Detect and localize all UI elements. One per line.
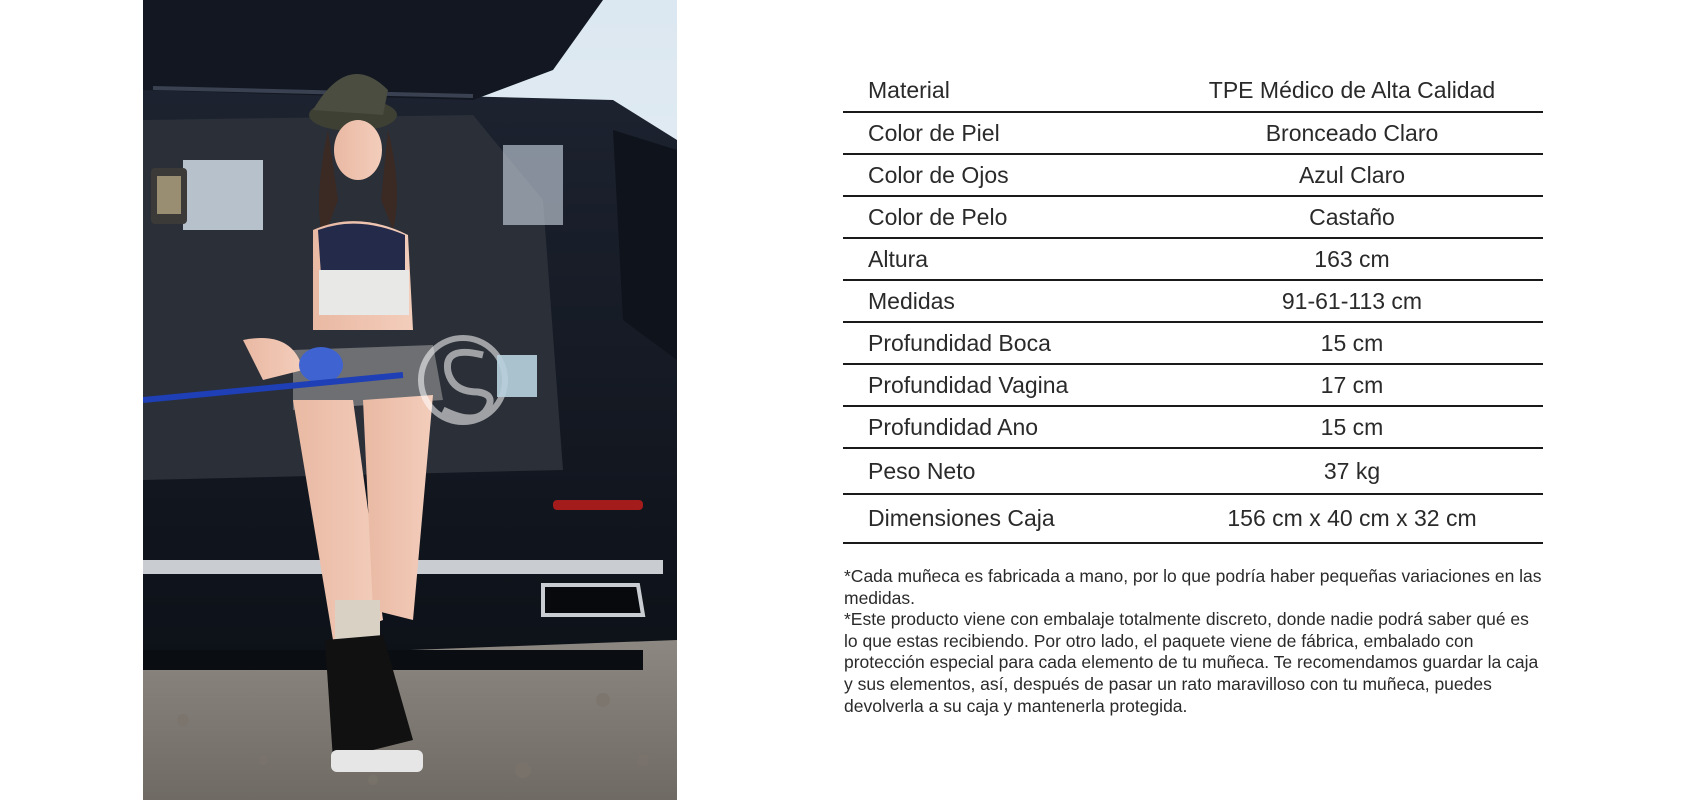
spec-value: 15 cm bbox=[1320, 329, 1384, 356]
spec-row-depth-1 bbox=[843, 322, 1543, 364]
spec-label: Material bbox=[868, 77, 950, 103]
spec-value: 163 cm bbox=[1314, 245, 1390, 272]
product-photo-illustration bbox=[143, 0, 677, 800]
spec-value: TPE Médico de Alta Calidad bbox=[1208, 77, 1496, 103]
spec-row-measurements bbox=[843, 280, 1543, 322]
spec-label: Color de Piel bbox=[868, 119, 1000, 146]
spec-value: 91-61-113 cm bbox=[1281, 287, 1423, 314]
spec-value: 15 cm bbox=[1320, 413, 1384, 440]
spec-row-depth-2 bbox=[843, 364, 1543, 406]
specs-table bbox=[843, 70, 1543, 544]
spec-label: Dimensiones Caja bbox=[868, 505, 1055, 531]
footnote-packaging: *Este producto viene con embalaje totalmente discreto, donde nadie podrá saber qué es lo que estas recibiendo. Por otro lado, el paquete viene de fábrica, embalado con protección especial para cada elemento de tu muñeca. Te recomendamos guardar la caja y sus elementos, así, después de pasar un rato maravilloso con tu muñeca, puedes devolverla a su caja y mantenerla protegida. bbox=[844, 609, 1539, 716]
product-photo bbox=[143, 0, 677, 800]
spec-row-net-weight bbox=[843, 448, 1543, 494]
spec-label: Profundidad Boca bbox=[868, 329, 1051, 356]
spec-label: Altura bbox=[868, 245, 929, 272]
spec-value: 37 kg bbox=[1323, 457, 1381, 484]
spec-label: Color de Ojos bbox=[868, 161, 1009, 188]
spec-label: Profundidad Ano bbox=[868, 413, 1039, 440]
spec-label: Medidas bbox=[868, 287, 955, 314]
spec-value: 156 cm x 40 cm x 32 cm bbox=[1227, 505, 1477, 531]
spec-label: Peso Neto bbox=[868, 457, 976, 484]
spec-value: Castaño bbox=[1309, 203, 1395, 230]
spec-value: 17 cm bbox=[1320, 371, 1384, 398]
spec-label: Color de Pelo bbox=[868, 203, 1008, 230]
spec-label: Profundidad Vagina bbox=[868, 371, 1069, 398]
spec-row-eye-color bbox=[843, 154, 1543, 196]
spec-row-material bbox=[843, 70, 1543, 112]
footnotes bbox=[844, 566, 1544, 717]
spec-row-height bbox=[843, 238, 1543, 280]
spec-row-hair-color bbox=[843, 196, 1543, 238]
spec-row-skin-color bbox=[843, 112, 1543, 154]
spec-value: Azul Claro bbox=[1298, 161, 1406, 188]
spec-value: Bronceado Claro bbox=[1265, 119, 1439, 146]
spec-row-box-dimensions bbox=[843, 494, 1543, 543]
footnote-handmade: *Cada muñeca es fabricada a mano, por lo que podría haber pequeñas variaciones en las medidas. bbox=[844, 566, 1542, 608]
spec-row-depth-3 bbox=[843, 406, 1543, 448]
